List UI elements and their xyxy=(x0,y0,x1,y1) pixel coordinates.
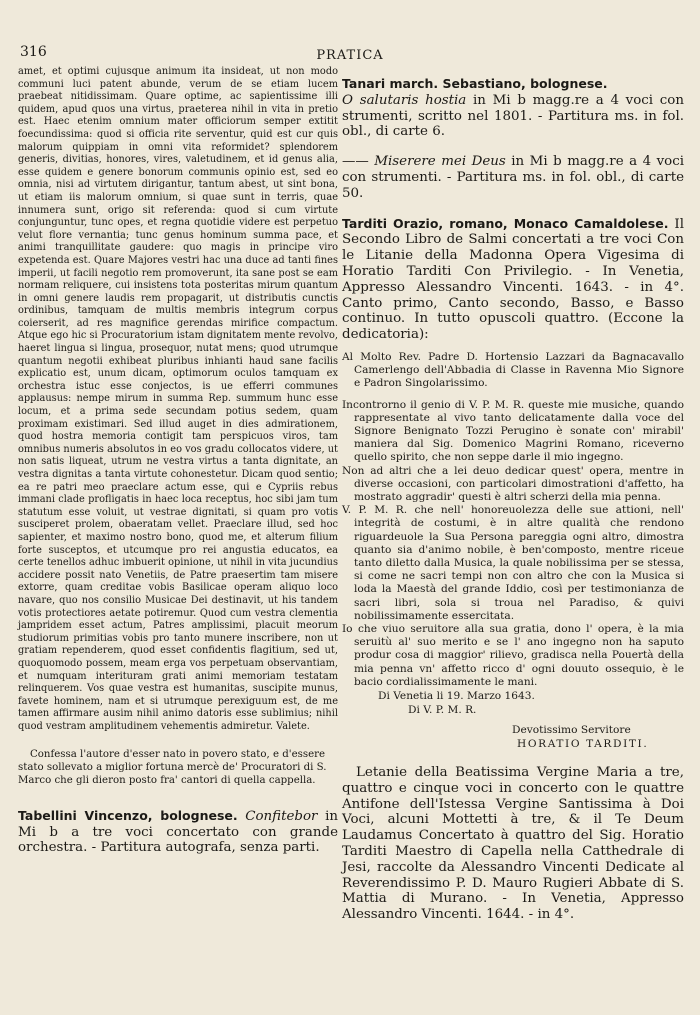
tarditi-entry xyxy=(342,216,684,343)
dedication-paragraph: Non ad altri che a lei deuo dedicar quest' opera, mentre in diverse occasioni, con particolari dimostrationi d'affetto, ha mostrato aggradir' questi è altri scherzi della mia penna. xyxy=(342,464,684,503)
miserere-title: Miserere mei Deus xyxy=(374,154,506,170)
miserere-text: in Mi b magg.re a 4 voci con strumenti. - Partitura ms. in fol. obl., di carte 50. xyxy=(342,154,684,201)
miserere-entry xyxy=(342,154,684,201)
dedication-date: Di Venetia li 19. Marzo 1643. xyxy=(378,690,535,703)
confession-note: Confessa l'autore d'esser nato in povero stato, e d'essere stato sollevato a miglior fortuna mercè de' Procuratori di S. Marco che gli dieron posto fra' cantori di quella cappella. xyxy=(18,749,327,787)
dedication-paragraph: V. P. M. R. che nell' honoreuolezza delle sue attioni, nell' integrità de costumi, è in altre qualità che rendono riguardeuole la Sua Persona pareggia ogni altro, dimostra quanto sia d'animo nobile, è ben'composto, mentre riceue tanto diletto dalla Musica, la quale nobilissima per se stessa, si come ne sacri tempi non con altro che con la Musica si loda la Maestà del grande Iddio, così per testimonianza de sacri libri, sola si troua nel Paradiso, & quivi nobilissimamente essercitata. xyxy=(342,504,684,622)
tabellini-title: Confitebor xyxy=(245,808,318,824)
dedication-paragraph: Incontrorno il genio di V. P. M. R. queste mie musiche, quando rappresentate al vivo tanto delicatamente dalla voce del Signore Benignato Tozzi Perugino è sonate con' mirabil' maniera dal Sig. Domenico Magrini Romano, riceverno quello spirito, che non seppe darle il mio ingegno. xyxy=(342,398,684,464)
tarditi-text: Il Secondo Libro de Salmi concertati a tre voci Con le Litanie della Madonna Opera Vigesima di Horatio Tarditi Con Privilegio. - In Venetia, Appresso Alessandro Vincenti. 1643. - in 4°. Canto primo, Canto secondo, Basso, e Basso continuo. In tutto opuscoli quattro. (Eccone la dedicatoria): xyxy=(342,216,684,343)
dedication-closing: Devotissimo Servitore xyxy=(512,724,631,737)
dedication-signature: HORATIO TARDITI. xyxy=(517,738,649,751)
tabellini-text: in Mi b a tre voci concertato con grande orchestra. - Partitura autografa, senza parti. xyxy=(18,808,338,856)
tanari-name: Tanari march. Sebastiano, bolognese. xyxy=(342,76,608,91)
tarditi-name: Tarditi Orazio, romano, Monaco Camaldolese. xyxy=(342,215,669,231)
tanari-title: O salutaris hostia xyxy=(342,92,467,108)
dedication-letter xyxy=(342,351,684,751)
dedication-salutation: Di V. P. M. R. xyxy=(408,704,477,717)
page-number: 316 xyxy=(20,44,47,60)
latin-dedication-text: amet, et optimi cujusque animum ita insideat, ut non modo communi luci patent abunde, verum de se etiam lucem praebeat nitidissimam. Quare optime, ac sapientissime illi quidem, apud quos una virtus, praeterea nihil in vita in pretio est. Haec etenim omnium mater officiorum semper extitit foecundissima: quod si officia rite serventur, quid est cur quis malorum quippiam in omni vita reformidet? splendorem generis, divitias, honores, vires, valetudinem, et id genus alia, esse quidem e genere bonorum communis opinio est, sed eo omnia, nisi ad virtutem dirigantur, tantum abest, ut sint bona, ut etiam iis malorum omnium, si quae sunt in terris, quae innumera sunt, origo sit referenda: quod si cum virtute conjunguntur, tunc opes, et regna quotidie videre est perpetuo velut flore vernantia; tunc genus hominum summa pace, et animi tranquillitate gaudere: quo magis in principe viro expetenda est. Quare Majores vestri hac una duce ad tanti fines imperii, ut facili negotio rem promoverunt, ita sane post se eam normam reliquere, cui insistens tota posteritas mirum quantum in omni genere laudis rem propagarit, ut distributis cunctis ordinibus, tamquam de multis membris integrum corpus coierserit, ad res magnifice gerendas mirifice compactum. Atque ego hic si Procuratorium istam dignitatem mente revolvo, haeret lingua si lingua, prosequor, nutat mens; quod utrumque quantum negotii exhibeat pluribus inhianti haud sane facilis explicatio est, unum dicam, optimorum oculos tamquam ex orchestra istuc esse conjectos, is ue efferri communes applausus: nempe mirum in summa Rep. summum hunc esse locum, et a prima sede secundam potius sedem, quam proximam existimari. Sed illud auget in dies admirationem, quod hostra memoria contigit tam perspicuos viros, tam omnibus numeris absolutos in eo vos gradu collocatos videre, ut non satis liqueat, utrum ne vestra virtus a tanta dignitate, an vestra dignitas a tanta virtute cohonestetur. Dicam quod sentio; ea re patri meo praeclare actum esse, qui e Cypriis rebus immani clade profligatis in haec loca receptus, hoc sibi jam tum statutum esse voluit, ut vestrae dignitati, si quam pro votis susciperet prolem, obaeratam vellet. Praeclare illud, sed hoc sapienter, et maximo nostro bono, quod me, et alterum filium forte susceptos, et utcumque pro rei angustia educatos, ea certe tenellos adhuc imbuerit opinione, ut nihil in vita jucundius accidere possit nato Venetiis, de Patre praesertim tam misere extorre, quam creditae vobis Basilicae operam aliquo loco navare, quo nos consilio Musicae Dei destinavit, ut his tandem votis protectiores aetate potiremur. Quod cum vestra clementia jampridem esset actum, Patres amplissimi, placuit meorum studiorum primitias vobis pro tanto munere inscribere, non ut gratiam rependerem, quod esset confidentis flagitium, sed ut, quoquomodo possem, meam erga vos perpetuam observantiam, et numquam interituram grati animi memoriam testatam relinquerem. Vos quae vestra est humanitas, suscipite munus, favete hominem, nam et si utrumque perexiguum est, de me tamen affirmare ausim nihil animo datoris esse sublimius; nihil quod vestram amplitudinem vehementis admiretur. Valete. xyxy=(18,66,338,732)
left-column xyxy=(18,66,338,856)
dedication-paragraph: Io che viuo seruitore alla sua gratia, dono l' opera, è la mia seruitù al' suo merito e se l' ano ingegno non ha saputo produr cosa di maggior' rilievo, gradisca nella Pouertà della mia penna vn' affetto ricco d' ogni douuto ossequio, è le bacio cordialissimamente le mani. xyxy=(342,623,684,688)
litanie-entry: Letanie della Beatissima Vergine Maria a tre, quattro e cinque voci in concerto con le quattre Antifone dell'Istessa Vergine Santissima à Doi Voci, alcuni Mottetti à tre, & il Te Deum Laudamus Concertato à quattro del Sig. Horatio Tarditi Maestro di Capella nella Catthedrale di Jesi, raccolte da Alessandro Vincenti Dedicate al Reverendissimo P. D. Mauro Rugieri Abbate di S. Mattia di Murano. - In Venetia, Appresso Alessandro Vincenti. 1644. - in 4°. xyxy=(342,765,684,923)
tanari-text: in Mi b magg.re a 4 voci con strumenti, scritto nel 1801. - Partitura ms. in fol. obl., di carte 6. xyxy=(342,92,684,140)
right-column xyxy=(342,76,684,923)
running-title: PRATICA xyxy=(316,48,384,63)
tanari-entry xyxy=(342,76,684,140)
tabellini-name: Tabellini Vincenzo, bolognese. xyxy=(18,807,238,823)
miserere-dash: —— xyxy=(342,154,369,170)
dedication-address: Al Molto Rev. Padre D. Hortensio Lazzari da Bagnacavallo Camerlengo dell'Abbadia di Classe in Ravenna Mio Signore e Padron Singolarissimo. xyxy=(342,350,684,390)
tabellini-entry xyxy=(18,808,338,856)
